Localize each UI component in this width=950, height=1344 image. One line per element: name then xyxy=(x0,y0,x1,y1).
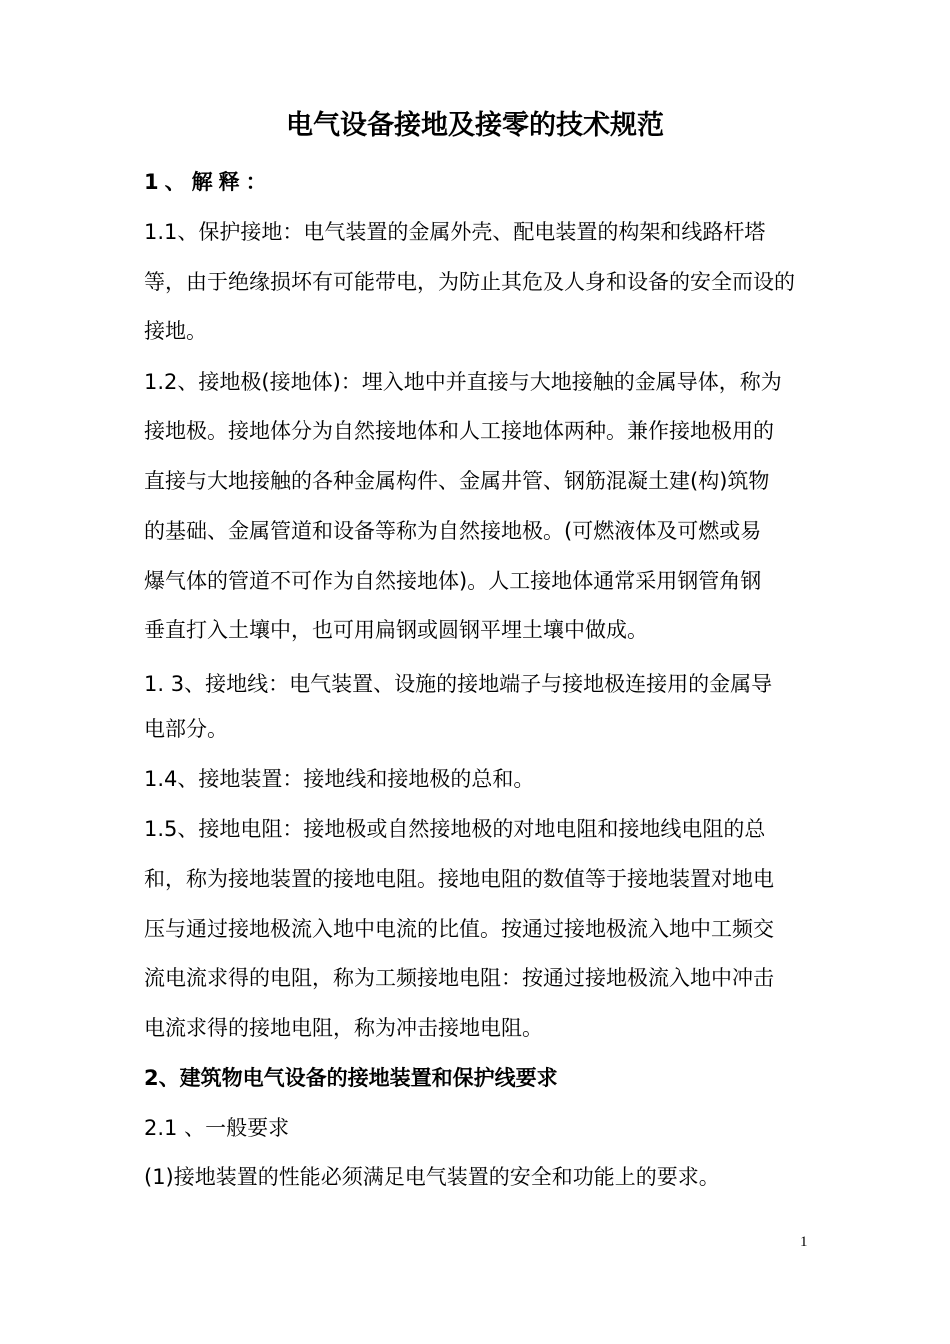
paragraph-line: 直接与大地接触的各种金属构件、金属井管、钢筋混凝土建(构)筑物 xyxy=(144,469,770,493)
paragraph-line: 1. 3、接地线：电气装置、设施的接地端子与接地极连接用的金属导 xyxy=(144,672,773,696)
paragraph-line: 电部分。 xyxy=(144,717,228,741)
paragraph-line: 1.2、接地极(接地体)：埋入地中并直接与大地接触的金属导体，称为 xyxy=(144,370,782,394)
section-1-heading: 1、解释： xyxy=(144,170,273,194)
paragraph-line: 接地极。接地体分为自然接地体和人工接地体两种。兼作接地极用的 xyxy=(144,419,774,443)
page-number: 1 xyxy=(800,1234,808,1250)
paragraph-line: 1.4、接地装置：接地线和接地极的总和。 xyxy=(144,767,535,791)
paragraph-line: 1.5、接地电阻：接地极或自然接地极的对地电阻和接地线电阻的总 xyxy=(144,817,766,841)
paragraph-line: 垂直打入土壤中，也可用扁钢或圆钢平埋土壤中做成。 xyxy=(144,618,648,642)
subsection-heading: 2.1 、一般要求 xyxy=(144,1116,290,1140)
paragraph-line: 等，由于绝缘损坏有可能带电，为防止其危及人身和设备的安全而设的 xyxy=(144,270,795,294)
paragraph-line: 1.1、保护接地：电气装置的金属外壳、配电装置的构架和线路杆塔 xyxy=(144,220,766,244)
paragraph-line: 和，称为接地装置的接地电阻。接地电阻的数值等于接地装置对地电 xyxy=(144,867,774,891)
document-title: 电气设备接地及接零的技术规范 xyxy=(286,110,664,141)
paragraph-line: (1)接地装置的性能必须满足电气装置的安全和功能上的要求。 xyxy=(144,1165,720,1189)
paragraph-line: 压与通过接地极流入地中电流的比值。按通过接地极流入地中工频交 xyxy=(144,917,774,941)
paragraph-line: 接地。 xyxy=(144,319,207,343)
paragraph-line: 流电流求得的电阻，称为工频接地电阻：按通过接地极流入地中冲击 xyxy=(144,966,774,990)
paragraph-line: 爆气体的管道不可作为自然接地体)。人工接地体通常采用钢管角钢 xyxy=(144,569,762,593)
paragraph-line: 的基础、金属管道和设备等称为自然接地极。(可燃液体及可燃或易 xyxy=(144,519,762,543)
section-2-heading: 2、建筑物电气设备的接地装置和保护线要求 xyxy=(144,1066,558,1090)
paragraph-line: 电流求得的接地电阻，称为冲击接地电阻。 xyxy=(144,1016,543,1040)
